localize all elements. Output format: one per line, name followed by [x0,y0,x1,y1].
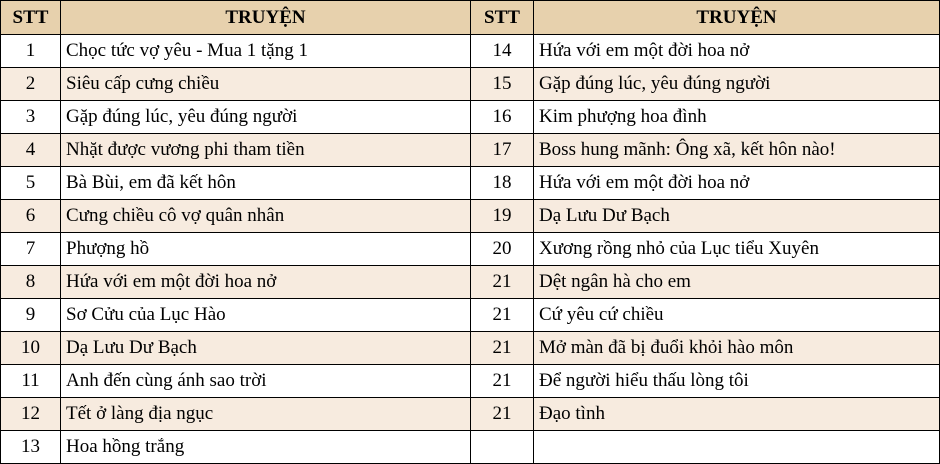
left-title-cell: Hứa với em một đời hoa nở [61,266,471,299]
table-row [1,266,940,299]
left-title-cell: Siêu cấp cưng chiều [61,68,471,101]
left-title-cell: Sơ Cửu của Lục Hào [61,299,471,332]
left-stt-cell: 2 [1,68,61,101]
left-title-cell: Anh đến cùng ánh sao trời [61,365,471,398]
right-stt-cell: 14 [471,35,534,68]
right-title-cell: Hứa với em một đời hoa nở [534,35,940,68]
left-title-cell: Phượng hồ [61,233,471,266]
left-stt-cell: 6 [1,200,61,233]
right-title-cell [534,431,940,464]
table-row [1,398,940,431]
right-stt-cell: 21 [471,365,534,398]
table-row [1,134,940,167]
right-stt-cell: 18 [471,167,534,200]
table-row [1,101,940,134]
table-row [1,332,940,365]
right-title-cell: Dệt ngân hà cho em [534,266,940,299]
left-title-cell: Chọc tức vợ yêu - Mua 1 tặng 1 [61,35,471,68]
left-title-cell: Bà Bùi, em đã kết hôn [61,167,471,200]
right-title-cell: Kim phượng hoa đình [534,101,940,134]
left-title-cell: Nhặt được vương phi tham tiền [61,134,471,167]
left-stt-cell: 13 [1,431,61,464]
right-title-cell: Để người hiểu thấu lòng tôi [534,365,940,398]
right-stt-cell: 21 [471,299,534,332]
table-row [1,68,940,101]
left-title-cell: Tết ở làng địa ngục [61,398,471,431]
right-title-cell: Xương rồng nhỏ của Lục tiểu Xuyên [534,233,940,266]
right-stt-cell [471,431,534,464]
left-stt-cell: 1 [1,35,61,68]
left-stt-cell: 9 [1,299,61,332]
left-stt-cell: 5 [1,167,61,200]
header-truyen-right: TRUYỆN [534,1,940,35]
left-stt-cell: 11 [1,365,61,398]
right-stt-cell: 15 [471,68,534,101]
right-title-cell: Đạo tình [534,398,940,431]
right-title-cell: Cứ yêu cứ chiều [534,299,940,332]
left-title-cell: Gặp đúng lúc, yêu đúng người [61,101,471,134]
left-stt-cell: 3 [1,101,61,134]
table-row [1,233,940,266]
table-row [1,200,940,233]
left-stt-cell: 12 [1,398,61,431]
table-row [1,35,940,68]
left-title-cell: Dạ Lưu Dư Bạch [61,332,471,365]
right-stt-cell: 21 [471,332,534,365]
left-title-cell: Cưng chiều cô vợ quân nhân [61,200,471,233]
right-stt-cell: 16 [471,101,534,134]
right-stt-cell: 20 [471,233,534,266]
header-truyen-left: TRUYỆN [61,1,471,35]
right-stt-cell: 19 [471,200,534,233]
table-row [1,299,940,332]
header-stt-right: STT [471,1,534,35]
right-title-cell: Dạ Lưu Dư Bạch [534,200,940,233]
right-stt-cell: 21 [471,398,534,431]
left-stt-cell: 4 [1,134,61,167]
left-title-cell: Hoa hồng trắng [61,431,471,464]
left-stt-cell: 8 [1,266,61,299]
right-title-cell: Mở màn đã bị đuổi khỏi hào môn [534,332,940,365]
right-title-cell: Boss hung mãnh: Ông xã, kết hôn nào! [534,134,940,167]
header-row [1,1,940,35]
table-row [1,431,940,464]
right-title-cell: Gặp đúng lúc, yêu đúng người [534,68,940,101]
left-stt-cell: 10 [1,332,61,365]
right-stt-cell: 17 [471,134,534,167]
left-stt-cell: 7 [1,233,61,266]
table-row [1,365,940,398]
header-stt-left: STT [1,1,61,35]
right-title-cell: Hứa với em một đời hoa nở [534,167,940,200]
table-row [1,167,940,200]
right-stt-cell: 21 [471,266,534,299]
